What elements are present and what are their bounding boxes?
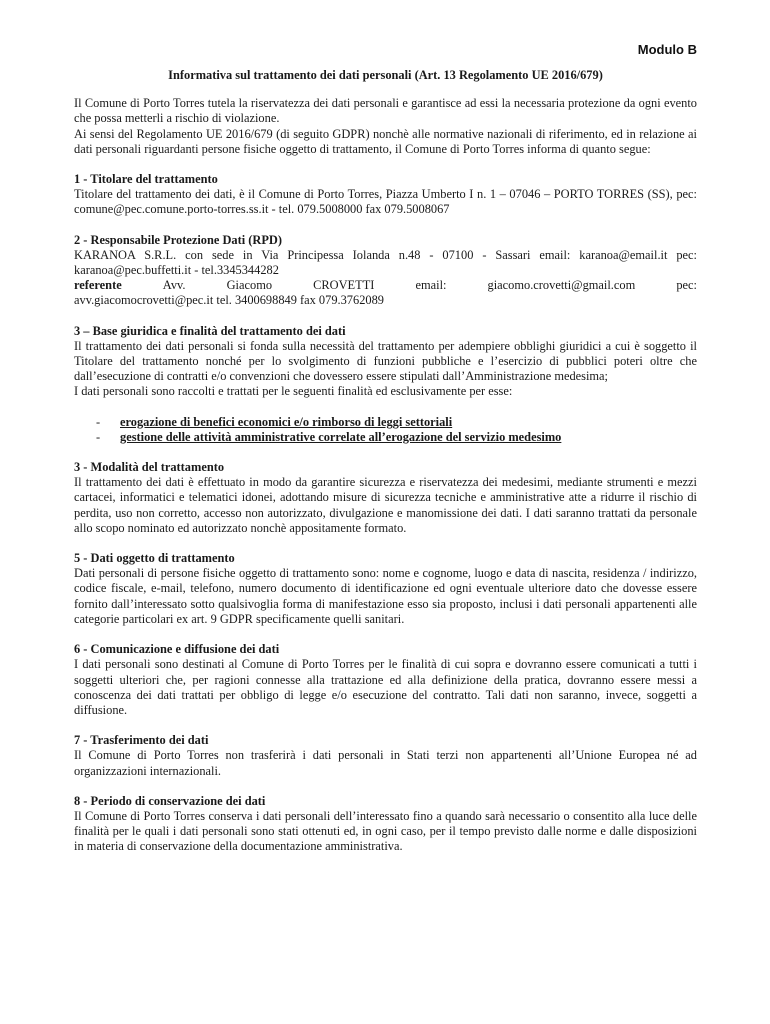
dash-bullet: - xyxy=(96,414,101,429)
section-heading: 6 - Comunicazione e diffusione dei dati xyxy=(74,642,280,657)
referente-pec-label: pec: xyxy=(676,278,697,293)
section-base-giuridica xyxy=(74,324,697,445)
section-text: Il Comune di Porto Torres non trasferirà i dati personali in Stati terzi non appartenenti all’Unione Europea né ad organizzazioni internazionali. xyxy=(74,748,697,778)
section-text: KARANOA S.R.L. con sede in Via Principessa Iolanda n.48 - 07100 - Sassari email: karanoa@email.it pec: karanoa@pec.buffetti.it - tel.3345344282 xyxy=(74,247,697,278)
intro-paragraph-2: Ai sensi del Regolamento UE 2016/679 (di seguito GDPR) nonchè alle normative nazionali di riferimento, ed in relazione ai dati personali riguardanti persone fisiche oggetto di trattamento, il Comune di Porto Torres informa di quanto segue: xyxy=(74,126,697,156)
section-text: Il trattamento dei dati personali si fonda sulla necessità del trattamento per adempiere obblighi giuridici a cui è soggetto il Titolare del trattamento nonché per lo svolgimento di funzioni pubbliche e l’esercizio di pubblici poteri oltre che dall’esecuzione di contratti e/o convenzioni che dovessero essere stipulati dall’Amministrazione medesima; xyxy=(74,338,697,384)
section-text: Titolare del trattamento dei dati, è il Comune di Porto Torres, Piazza Umberto I n. 1 – 07046 – PORTO TORRES (SS), pec: comune@pec.comune.porto-torres.ss.it - tel. 079.5008000 fax 079.5008067 xyxy=(74,187,697,217)
section-text: Il trattamento dei dati è effettuato in modo da garantire sicurezza e riservatezza dei medesimi, mediante strumenti e mezzi cartacei, informatici e telematici idonei, adottando misure di sicurezza tecniche e amministrative atte a ridurre il rischio di perdita, uso non corretto, accesso non autorizzato, divulgazione e manomissione dei dati. I dati saranno trattati da personale allo scopo nominato ed autorizzato nonchè appositamente formato. xyxy=(74,475,697,535)
referente-email: giacomo.crovetti@gmail.com xyxy=(487,278,636,293)
section-heading: 2 - Responsabile Protezione Dati (RPD) xyxy=(74,232,282,247)
referente-name: Giacomo xyxy=(226,278,273,293)
list-item xyxy=(74,430,697,445)
section-trasferimento xyxy=(74,733,697,779)
referente-label: referente xyxy=(74,278,122,293)
section-heading: 3 – Base giuridica e finalità del trattamento dei dati xyxy=(74,323,346,338)
section-text: I dati personali sono destinati al Comune di Porto Torres per le finalità di cui sopra e dovranno essere comunicati a tutti i soggetti ulteriori che, per ragioni connesse alla trattazione ed alla definizione della pratica, dovranno essere messi a conoscenza dei dati trattati per obbligo di legge e/o esecuzione del contratto. Tali dati non saranno, invece, soggetti a diffusione. xyxy=(74,657,697,717)
referente-surname: CROVETTI xyxy=(313,278,375,293)
section-text: Dati personali di persone fisiche oggetto di trattamento sono: nome e cognome, luogo e data di nascita, residenza / indirizzo, codice fiscale, e-mail, telefono, numero documento di identificazione ed ogni eventuale ulteriore dato che dovesse essere fornito dall’interessato sotto qualsivoglia forma di manifestazione esso sia proposto, inclusi i dati personali appartenenti alle categorie particolari ex art. 9 GDPR specificamente quelli sanitari. xyxy=(74,566,697,626)
section-dati-oggetto xyxy=(74,551,697,627)
section-rpd xyxy=(74,233,697,309)
section-comunicazione xyxy=(74,642,697,718)
referente-line xyxy=(74,278,697,293)
section-titolare xyxy=(74,172,697,218)
list-item xyxy=(74,415,697,430)
section-heading: 7 - Trasferimento dei dati xyxy=(74,733,209,748)
document-title: Informativa sul trattamento dei dati personali (Art. 13 Regolamento UE 2016/679) xyxy=(168,68,603,82)
finalita-list xyxy=(74,415,697,445)
section-heading: 5 - Dati oggetto di trattamento xyxy=(74,551,235,566)
referente-avv: Avv. xyxy=(162,278,186,293)
list-item-text: erogazione di benefici economici e/o rimborso di leggi settoriali xyxy=(120,414,453,429)
section-heading: 1 - Titolare del trattamento xyxy=(74,172,218,187)
section-conservazione xyxy=(74,794,697,855)
document-body xyxy=(74,42,697,855)
section-text-2: I dati personali sono raccolti e trattati per le seguenti finalità ed esclusivamente per esse: xyxy=(74,384,513,399)
dash-bullet: - xyxy=(96,429,101,444)
section-modalita xyxy=(74,460,697,536)
section-heading: 3 - Modalità del trattamento xyxy=(74,460,225,475)
section-text: Il Comune di Porto Torres conserva i dati personali dell’interessato fino a quando sarà necessario o consentito alla luce delle finalità per le quali i dati personali sono stati ottenuti ed, in ogni caso, per il tempo previsto dalle norme e dalle disposizioni in materia di conservazione della documentazione amministrativa. xyxy=(74,808,697,854)
module-label: Modulo B xyxy=(637,42,697,57)
intro-paragraph-1: Il Comune di Porto Torres tutela la riservatezza dei dati personali e garantisce ad essi la necessaria protezione da ogni evento che possa metterli a rischio di violazione. xyxy=(74,96,697,126)
list-item-text: gestione delle attività amministrative correlate all’erogazione del servizio medesimo xyxy=(120,429,562,444)
section-heading: 8 - Periodo di conservazione dei dati xyxy=(74,793,266,808)
referente-contacts: avv.giacomocrovetti@pec.it tel. 3400698849 fax 079.3762089 xyxy=(74,293,384,308)
referente-email-label: email: xyxy=(415,278,447,293)
